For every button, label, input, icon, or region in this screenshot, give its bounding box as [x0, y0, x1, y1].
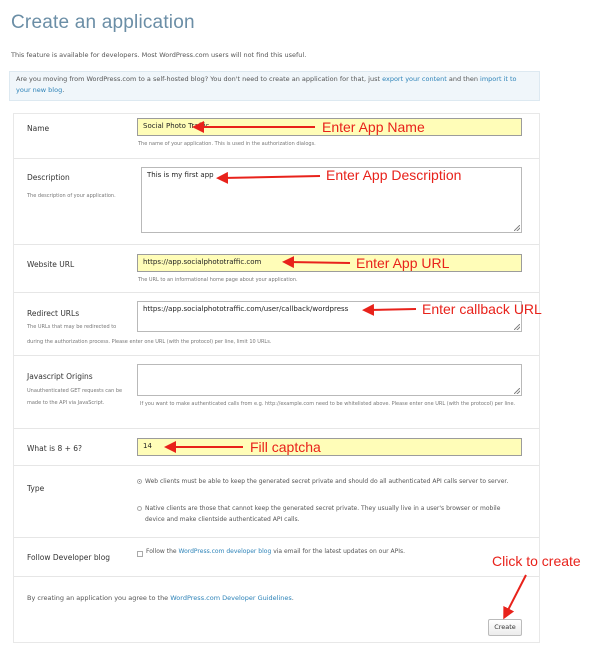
follow-text-after: via email for the latest updates on our APIs. — [273, 548, 406, 555]
agree-text-before: By creating an application you agree to the — [27, 594, 169, 602]
annotation-create: Click to create — [492, 553, 581, 569]
follow-text-before: Follow the — [146, 548, 177, 555]
website-label: Website URL — [27, 260, 75, 269]
arrow-description-icon — [222, 176, 320, 178]
js-origins-label: Javascript Origins — [27, 372, 93, 381]
annotation-redirect: Enter callback URL — [422, 301, 542, 317]
js-origins-help-line: If you want to make authenticated calls from e.g. http://example.com need to be whitelisted above. Please enter one URL (with — [140, 401, 460, 407]
annotation-name: Enter App Name — [322, 119, 425, 135]
export-content-link[interactable]: export your content — [382, 75, 447, 83]
captcha-label: What is 8 + 6? — [27, 444, 83, 453]
developer-guidelines-link[interactable]: WordPress.com Developer Guidelines — [170, 594, 292, 602]
agree-text-after: . — [291, 594, 294, 602]
option-web-text: Web clients must be able to keep the generated secret private and should do all authenticated API calls server to server. — [145, 478, 509, 485]
description-value: This is my first app — [147, 171, 214, 179]
description-label: Description — [27, 173, 70, 182]
redirect-help-line: during the authorization process. Please enter one URL (with the protocol) per line, limit 10 URLs. — [27, 339, 272, 345]
annotation-website: Enter App URL — [356, 255, 450, 271]
name-input[interactable]: Social Photo Traffic — [137, 118, 522, 136]
captcha-input[interactable]: 14 — [137, 438, 522, 456]
follow-label: Follow Developer blog — [27, 553, 111, 562]
redirect-help: The URLs that may be redirected to — [27, 324, 117, 330]
notice-text-end: . — [62, 86, 65, 94]
annotation-description: Enter App Description — [326, 167, 462, 183]
website-help: The URL to an informational home page about your application. — [138, 277, 298, 283]
type-label: Type — [27, 484, 45, 493]
notice-text: Are you moving from WordPress.com to a self-hosted blog? You don't need to create an application for that, just — [16, 75, 381, 83]
website-input[interactable]: https://app.socialphototraffic.com — [137, 254, 522, 272]
intro-text: This feature is available for developers. Most WordPress.com users will not find this useful. — [11, 51, 307, 59]
description-help: The description of your application. — [27, 193, 116, 199]
redirect-label: Redirect URLs — [27, 309, 80, 318]
name-label: Name — [27, 124, 50, 133]
notice-text-mid: and then — [448, 75, 478, 83]
import-blog-link[interactable]: import it to your new blog — [16, 75, 517, 94]
js-origins-help-2: made to the API via JavaScript. — [27, 400, 105, 406]
page-title: Create an application — [11, 12, 195, 33]
js-origins-help-line-2: the protocol) per line. — [460, 401, 516, 407]
redirect-value: https://app.socialphototraffic.com/user/callback/wordpress — [143, 305, 349, 313]
name-help: The name of your application. This is used in the authorization dialogs. — [138, 141, 316, 147]
arrow-website-icon — [288, 262, 350, 263]
developer-blog-link[interactable]: WordPress.com developer blog — [178, 548, 272, 555]
js-origins-help: Unauthenticated GET requests can be — [27, 388, 123, 394]
annotation-captcha: Fill captcha — [250, 439, 321, 455]
arrow-redirect-icon — [368, 309, 416, 310]
option-native-text: Native clients are those that cannot keep the generated secret private. They usually live in a user's browser or mobile device and make clientside authenticated API calls. — [145, 505, 501, 523]
create-button[interactable]: Create — [488, 619, 522, 636]
arrow-create-icon — [506, 575, 526, 614]
